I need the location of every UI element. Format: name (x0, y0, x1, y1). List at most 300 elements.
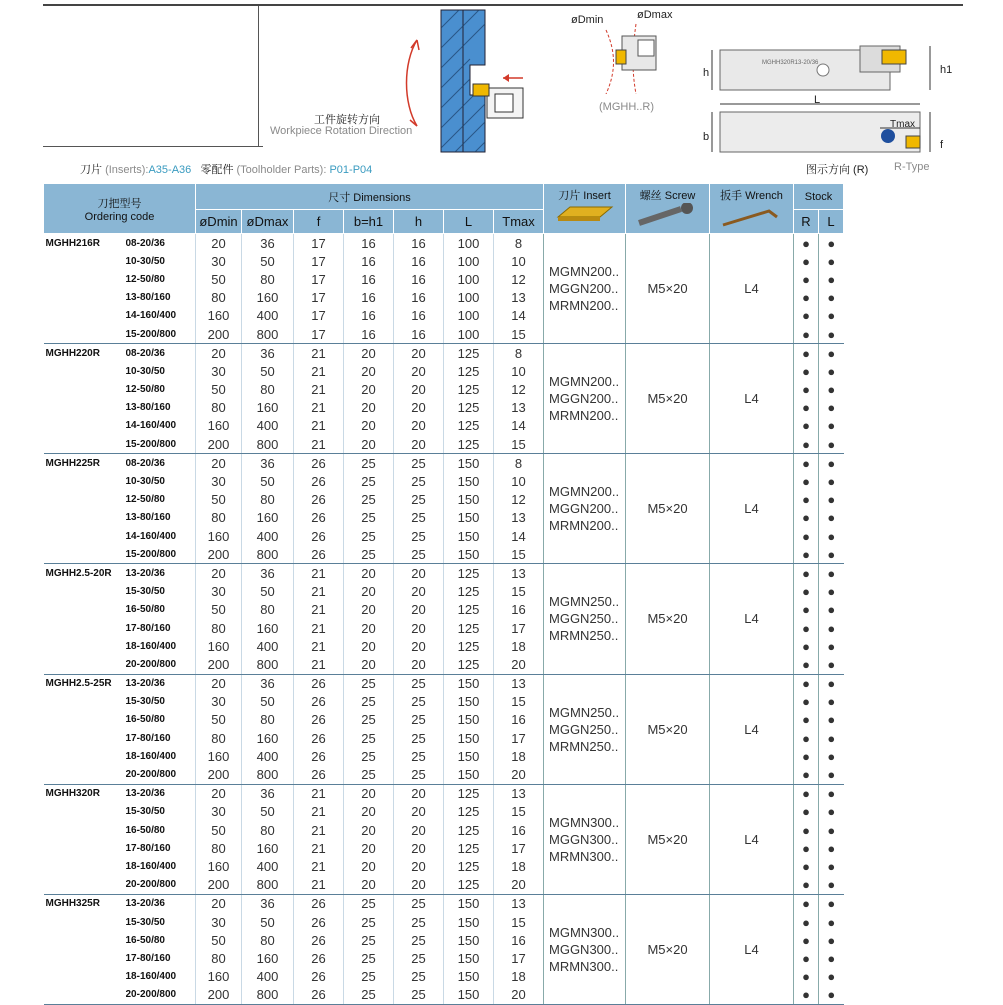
size-code: 10-30/50 (125, 476, 165, 488)
dimension-cell: 30 (196, 803, 242, 821)
wrench-model: L4 (710, 564, 794, 674)
dimension-cell: 13 (494, 399, 544, 417)
dimension-cell: 13 (494, 894, 544, 913)
dimension-cell: 16 (494, 931, 544, 949)
dimension-cell: 10 (494, 472, 544, 490)
dimension-cell: 50 (242, 252, 294, 270)
stock-r-mark: ● (794, 803, 819, 821)
dimension-cell: 26 (294, 949, 344, 967)
dimension-cell: 100 (444, 307, 494, 325)
screw-image (633, 203, 703, 227)
stock-l-mark: ● (819, 234, 844, 253)
dimension-cell: 400 (242, 637, 294, 655)
dimension-cell: 400 (242, 417, 294, 435)
wrench-model: L4 (710, 674, 794, 784)
col-bh1: b=h1 (344, 210, 394, 234)
stock-r-mark: ● (794, 344, 819, 363)
parts-pages-link[interactable]: P01-P04 (329, 164, 373, 176)
dimension-cell: 20 (196, 344, 242, 363)
size-code: 08-20/36 (125, 347, 165, 359)
stock-l-mark: ● (819, 527, 844, 545)
insert-model: MGMN200.. (549, 484, 620, 500)
ordering-code-empty (44, 417, 126, 435)
insert-models (544, 564, 626, 674)
dimension-cell: 21 (294, 784, 344, 803)
ordering-code-empty (44, 435, 126, 454)
view-label-en: R-Type (894, 161, 930, 173)
dimension-cell: 25 (344, 894, 394, 913)
stock-r-mark: ● (794, 601, 819, 619)
stock-l-mark: ● (819, 986, 844, 1005)
col-L: L (444, 210, 494, 234)
screw-model: M5×20 (626, 344, 710, 454)
dimension-cell: 36 (242, 234, 294, 253)
wrench-model: L4 (710, 234, 794, 344)
dimension-cell: 18 (494, 968, 544, 986)
dimension-cell: 20 (196, 784, 242, 803)
insert-model: MGMN300.. (549, 924, 620, 940)
dimension-cell: 16 (394, 325, 444, 344)
dimension-cell: 150 (444, 949, 494, 967)
stock-l-mark: ● (819, 289, 844, 307)
type-code: (MGHH..R) (599, 101, 654, 113)
dimension-cell: 21 (294, 381, 344, 399)
dimension-cell: 21 (294, 344, 344, 363)
size-code: 12-50/80 (125, 384, 165, 396)
dimension-cell: 26 (294, 968, 344, 986)
stock-r-mark: ● (794, 949, 819, 967)
dimension-cell: 200 (196, 655, 242, 674)
dimension-cell: 150 (444, 674, 494, 693)
parts-reference-line (80, 161, 372, 177)
dim-tmax: Tmax (890, 119, 915, 130)
dimension-cell: 8 (494, 454, 544, 473)
dimension-cell: 21 (294, 876, 344, 895)
dimension-cell: 26 (294, 545, 344, 564)
dimension-cell: 20 (494, 986, 544, 1005)
dimension-cell: 16 (344, 307, 394, 325)
dimension-cell: 16 (394, 289, 444, 307)
dimension-cell: 125 (444, 876, 494, 895)
dimension-cell: 16 (494, 601, 544, 619)
dimension-cell: 36 (242, 894, 294, 913)
dimension-cell: 36 (242, 564, 294, 583)
size-code: 20-200/800 (126, 765, 196, 784)
dimension-cell: 26 (294, 986, 344, 1005)
dimension-cell: 17 (294, 234, 344, 253)
size-code: 13-20/36 (125, 567, 165, 579)
wrench-header-label: 扳手 Wrench (720, 190, 783, 202)
dimensions-header: 尺寸 Dimensions (196, 184, 544, 210)
wrench-header (710, 184, 794, 234)
ordering-code-empty (44, 803, 126, 821)
stock-l-mark: ● (819, 876, 844, 895)
size-code: 16-50/80 (125, 714, 165, 726)
tool-marking: MGHH320R13-20/36 (762, 60, 819, 66)
dimension-cell: 125 (444, 857, 494, 875)
stock-r-mark: ● (794, 765, 819, 784)
stock-l-mark: ● (819, 821, 844, 839)
dimension-cell: 125 (444, 344, 494, 363)
insert-model: MRMN300.. (549, 848, 619, 864)
dimension-cell: 18 (494, 747, 544, 765)
stock-r-mark: ● (794, 711, 819, 729)
table-row (44, 564, 844, 583)
dimension-cell: 400 (242, 747, 294, 765)
dimension-cell: 150 (444, 711, 494, 729)
inserts-label-cn: 刀片 (80, 164, 102, 176)
dimension-cell: 17 (494, 839, 544, 857)
stock-l-mark: ● (819, 931, 844, 949)
stock-r-mark: ● (794, 527, 819, 545)
stock-r-mark: ● (794, 399, 819, 417)
insert-image (554, 203, 616, 223)
dimension-cell: 20 (494, 876, 544, 895)
dimension-cell: 20 (394, 876, 444, 895)
ordering-code-header (44, 184, 196, 234)
wrench-model: L4 (710, 454, 794, 564)
dimension-cell: 125 (444, 619, 494, 637)
size-code: 17-80/160 (125, 952, 171, 964)
dimension-cell: 25 (344, 711, 394, 729)
dimension-cell: 20 (344, 344, 394, 363)
stock-r-mark: ● (794, 693, 819, 711)
dimension-cell: 160 (242, 839, 294, 857)
ordering-code-cn: 刀把型号 (97, 197, 142, 210)
stock-l-mark: ● (819, 362, 844, 380)
dimension-cell: 200 (196, 435, 242, 454)
stock-l-mark: ● (819, 655, 844, 674)
dimension-cell: 50 (242, 693, 294, 711)
dimension-cell: 20 (344, 876, 394, 895)
dimension-cell: 25 (344, 747, 394, 765)
stock-l-mark: ● (819, 839, 844, 857)
dimension-cell: 21 (294, 803, 344, 821)
ordering-code-empty (44, 821, 126, 839)
dimension-cell: 25 (344, 454, 394, 473)
ordering-code-empty (44, 986, 126, 1005)
dimension-cell: 50 (196, 711, 242, 729)
insert-model: MRMN200.. (549, 298, 619, 314)
stock-l-mark: ● (819, 435, 844, 454)
stock-r-mark: ● (794, 381, 819, 399)
dimension-cell: 20 (394, 381, 444, 399)
size-code: 14-160/400 (125, 310, 177, 322)
dimension-cell: 125 (444, 839, 494, 857)
dimension-cell: 17 (294, 325, 344, 344)
dimension-cell: 21 (294, 601, 344, 619)
stock-r-mark: ● (794, 234, 819, 253)
dimension-cell: 25 (344, 913, 394, 931)
size-code: 13-80/160 (125, 512, 171, 524)
ordering-code-empty (44, 913, 126, 931)
size-code: 16-50/80 (125, 824, 165, 836)
ordering-code-en: Ordering code (84, 210, 155, 223)
ordering-code-empty (44, 527, 126, 545)
size-code: 08-20/36 (125, 237, 165, 249)
stock-l-mark: ● (819, 491, 844, 509)
dimension-cell: 20 (196, 454, 242, 473)
stock-l-mark: ● (819, 637, 844, 655)
ordering-code-empty (44, 857, 126, 875)
dimension-cell: 20 (344, 655, 394, 674)
dimension-cell: 100 (444, 270, 494, 288)
dimension-cell: 15 (494, 545, 544, 564)
dimension-cell: 25 (394, 765, 444, 784)
dimension-cell: 16 (344, 270, 394, 288)
stock-l-mark: ● (819, 711, 844, 729)
rotation-diagram (395, 8, 550, 156)
inserts-pages-link[interactable]: A35-A36 (148, 164, 192, 176)
insert-model: MGMN250.. (549, 594, 620, 610)
wrench-image (717, 203, 787, 227)
dimension-cell: 20 (394, 619, 444, 637)
dimension-cell: 150 (444, 545, 494, 564)
size-code: 15-200/800 (126, 545, 196, 564)
size-code: 15-200/800 (126, 435, 196, 454)
dimension-cell: 25 (344, 729, 394, 747)
dimension-cell: 20 (344, 417, 394, 435)
stock-r-mark: ● (794, 674, 819, 693)
screw-model: M5×20 (626, 674, 710, 784)
col-dmin: øDmin (196, 210, 242, 234)
screw-model: M5×20 (626, 894, 710, 1004)
dimension-cell: 20 (344, 381, 394, 399)
dimension-cell: 26 (294, 913, 344, 931)
dimension-cell: 160 (242, 729, 294, 747)
dimension-cell: 8 (494, 234, 544, 253)
size-code: 15-200/800 (126, 325, 196, 344)
stock-r-mark: ● (794, 491, 819, 509)
insert-models (544, 234, 626, 344)
dimension-cell: 20 (394, 564, 444, 583)
dimension-cell: 20 (394, 784, 444, 803)
dimension-cell: 150 (444, 913, 494, 931)
stock-r-mark: ● (794, 913, 819, 931)
dimension-cell: 18 (494, 637, 544, 655)
dimension-cell: 25 (344, 491, 394, 509)
dimension-cell: 20 (344, 821, 394, 839)
stock-r-mark: ● (794, 876, 819, 895)
dimension-cell: 125 (444, 583, 494, 601)
size-code: 13-20/36 (125, 678, 165, 690)
dimension-cell: 10 (494, 362, 544, 380)
dimension-cell: 17 (294, 289, 344, 307)
size-code: 18-160/400 (125, 640, 177, 652)
dimension-cell: 17 (494, 949, 544, 967)
dimension-cell: 125 (444, 417, 494, 435)
stock-l-mark: ● (819, 693, 844, 711)
dimension-cell: 20 (494, 655, 544, 674)
stock-l-mark: ● (819, 344, 844, 363)
dimension-cell: 200 (196, 545, 242, 564)
ordering-code-empty (44, 711, 126, 729)
ordering-code-empty (44, 509, 126, 527)
size-code: 16-50/80 (125, 934, 165, 946)
dimension-cell: 25 (394, 491, 444, 509)
stock-r-mark: ● (794, 931, 819, 949)
dimension-cell: 21 (294, 362, 344, 380)
dimension-cell: 26 (294, 527, 344, 545)
dimension-cell: 20 (394, 839, 444, 857)
ordering-code-empty (44, 619, 126, 637)
dimension-cell: 80 (242, 601, 294, 619)
dimension-cell: 400 (242, 307, 294, 325)
dimension-cell: 25 (344, 527, 394, 545)
dimension-cell: 25 (344, 765, 394, 784)
dimension-cell: 25 (344, 674, 394, 693)
insert-model: MRMN250.. (549, 628, 619, 644)
insert-models (544, 454, 626, 564)
dimension-cell: 50 (196, 491, 242, 509)
screw-model: M5×20 (626, 784, 710, 894)
dimension-cell: 17 (294, 307, 344, 325)
dimension-cell: 150 (444, 454, 494, 473)
dimension-cell: 20 (196, 564, 242, 583)
stock-l-mark: ● (819, 968, 844, 986)
dimension-cell: 800 (242, 876, 294, 895)
spec-table (43, 183, 844, 1005)
size-code: 13-20/36 (125, 788, 165, 800)
insert-model: MRMN200.. (549, 518, 619, 534)
dimension-cell: 50 (242, 803, 294, 821)
dimension-cell: 16 (344, 234, 394, 253)
dimension-cell: 20 (344, 857, 394, 875)
dimension-cell: 21 (294, 417, 344, 435)
dimension-cell: 160 (196, 968, 242, 986)
dimension-cell: 15 (494, 435, 544, 454)
ordering-code: MGHH2.5-25R (45, 678, 112, 690)
stock-r-mark: ● (794, 454, 819, 473)
view-label-cn: 图示方向 (R) (806, 164, 869, 176)
dimension-cell: 80 (242, 821, 294, 839)
stock-l-mark: ● (819, 252, 844, 270)
ordering-code-empty (44, 655, 126, 674)
ordering-code: MGHH2.5-20R (45, 567, 112, 579)
dimension-cell: 80 (242, 711, 294, 729)
stock-r-mark: ● (794, 417, 819, 435)
dimension-cell: 26 (294, 765, 344, 784)
size-code: 17-80/160 (125, 842, 171, 854)
size-code: 12-50/80 (125, 494, 165, 506)
dimension-cell: 80 (242, 491, 294, 509)
dimension-cell: 50 (196, 931, 242, 949)
insert-model: MGMN300.. (549, 814, 620, 830)
dimension-cell: 50 (242, 913, 294, 931)
dimension-cell: 25 (344, 949, 394, 967)
dimension-cell: 16 (394, 270, 444, 288)
dimension-cell: 13 (494, 674, 544, 693)
dimension-cell: 25 (344, 931, 394, 949)
dimension-cell: 25 (394, 545, 444, 564)
insert-header-label: 刀片 Insert (558, 190, 611, 202)
dimension-cell: 400 (242, 968, 294, 986)
dimension-cell: 25 (394, 931, 444, 949)
insert-model: MGGN200.. (549, 281, 619, 297)
dimension-cell: 160 (242, 949, 294, 967)
wrench-model: L4 (710, 894, 794, 1004)
col-tmax: Tmax (494, 210, 544, 234)
ordering-code-empty (44, 289, 126, 307)
stock-r-mark: ● (794, 583, 819, 601)
dimension-cell: 25 (394, 454, 444, 473)
insert-detail-diagram (598, 22, 678, 94)
col-h: h (394, 210, 444, 234)
stock-l-mark: ● (819, 381, 844, 399)
dimension-cell: 160 (242, 619, 294, 637)
dimension-cell: 20 (344, 564, 394, 583)
insert-model: MGMN200.. (549, 264, 620, 280)
stock-l-mark: ● (819, 601, 844, 619)
dimension-cell: 25 (344, 509, 394, 527)
ordering-code: MGHH220R (45, 347, 100, 359)
dimension-cell: 26 (294, 711, 344, 729)
size-code: 18-160/400 (125, 750, 177, 762)
stock-r-mark: ● (794, 784, 819, 803)
dimension-cell: 100 (444, 289, 494, 307)
screw-header-label: 螺丝 Screw (639, 190, 696, 202)
dimension-cell: 26 (294, 894, 344, 913)
dimension-cell: 21 (294, 435, 344, 454)
dimension-cell: 150 (444, 472, 494, 490)
dimension-cell: 20 (394, 435, 444, 454)
dimension-cell: 21 (294, 583, 344, 601)
dimension-cell: 17 (494, 619, 544, 637)
dimension-cell: 50 (242, 583, 294, 601)
wrench-model: L4 (710, 344, 794, 454)
screw-model: M5×20 (626, 564, 710, 674)
stock-l-mark: ● (819, 857, 844, 875)
stock-r-mark: ● (794, 307, 819, 325)
dimension-cell: 25 (394, 527, 444, 545)
stock-r-mark: ● (794, 747, 819, 765)
dimension-cell: 30 (196, 472, 242, 490)
dimension-cell: 25 (394, 693, 444, 711)
dimension-cell: 160 (196, 637, 242, 655)
insert-models (544, 344, 626, 454)
ordering-code-empty (44, 765, 126, 784)
dimension-cell: 20 (344, 619, 394, 637)
stock-r-mark: ● (794, 509, 819, 527)
dimension-cell: 125 (444, 435, 494, 454)
divider-line (258, 6, 259, 146)
dimension-cell: 25 (394, 674, 444, 693)
dimension-cell: 30 (196, 583, 242, 601)
stock-r-mark: ● (794, 986, 819, 1005)
dimension-cell: 125 (444, 399, 494, 417)
ordering-code-empty (44, 270, 126, 288)
dimension-cell: 20 (394, 417, 444, 435)
table-row (44, 344, 844, 363)
ordering-code: MGHH225R (45, 457, 100, 469)
insert-model: MRMN200.. (549, 408, 619, 424)
dimension-cell: 20 (394, 344, 444, 363)
ordering-code-empty (44, 729, 126, 747)
stock-r-mark: ● (794, 655, 819, 674)
table-row (44, 894, 844, 913)
ordering-code-empty (44, 252, 126, 270)
stock-l-mark: ● (819, 472, 844, 490)
dimension-cell: 20 (394, 857, 444, 875)
dimension-cell: 80 (242, 381, 294, 399)
size-code: 10-30/50 (125, 365, 165, 377)
dimension-cell: 26 (294, 729, 344, 747)
insert-model: MGMN200.. (549, 374, 620, 390)
size-code: 13-20/36 (125, 898, 165, 910)
dimension-cell: 16 (394, 252, 444, 270)
stock-l-mark: ● (819, 509, 844, 527)
size-code: 08-20/36 (125, 457, 165, 469)
